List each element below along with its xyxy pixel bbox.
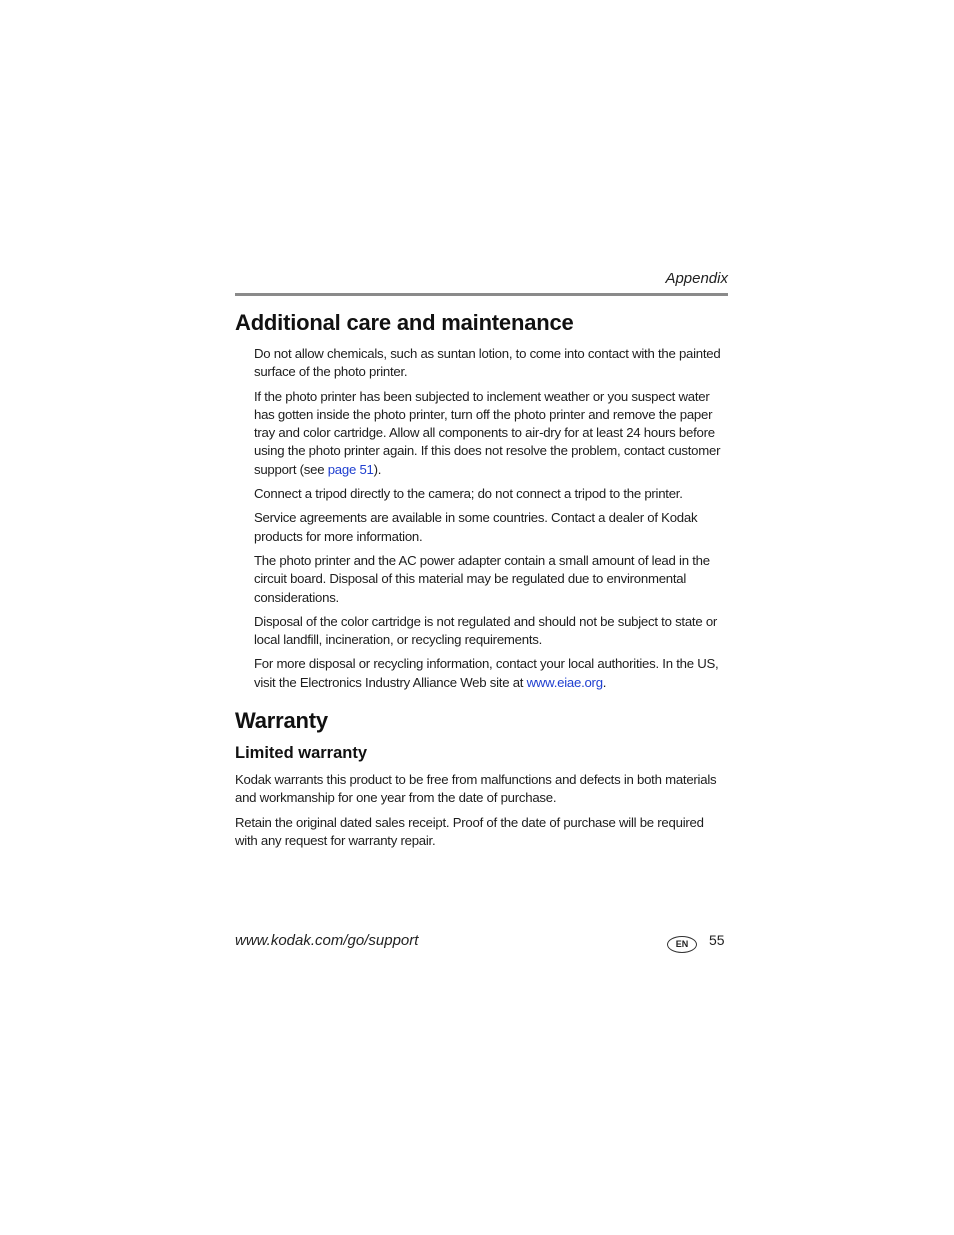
paragraph-text: ).	[373, 461, 382, 477]
header-rule	[235, 293, 728, 296]
subsection-title-limited-warranty: Limited warranty	[235, 744, 368, 763]
care-paragraph-recycling	[254, 655, 728, 692]
paragraph-text: For more disposal or recycling information, contact your local authorities. In the US, visit the Electronics Industry Alliance Web site at	[254, 656, 719, 690]
section-title-warranty: Warranty	[235, 708, 328, 734]
warranty-paragraph-coverage: Kodak warrants this product to be free from malfunctions and defects in both materials and workmanship for one year from the date of purchase.	[235, 772, 717, 806]
footer-support-url[interactable]: www.kodak.com/go/support	[235, 932, 419, 949]
eiae-link[interactable]: www.eiae.org	[526, 674, 603, 690]
running-head: Appendix	[665, 270, 728, 287]
page-content	[235, 308, 728, 850]
section-title-care: Additional care and maintenance	[235, 310, 574, 335]
paragraph-text: If the photo printer has been subjected to inclement weather or you suspect water has gotten inside the photo printer, turn off the photo printer and remove the paper tray and color cartridge. Allow all components to air-dry for at least 24 hours before using the photo printer again. If this does not resolve the problem, contact customer support (see	[254, 388, 721, 477]
care-paragraph-lead: The photo printer and the AC power adapter contain a small amount of lead in the circuit board. Disposal of this material may be regulated due to environmental considerations.	[254, 552, 710, 605]
care-paragraph-chemicals: Do not allow chemicals, such as suntan lotion, to come into contact with the painted surface of the photo printer.	[254, 346, 721, 380]
care-paragraph-weather	[254, 388, 728, 479]
warranty-paragraph-receipt: Retain the original dated sales receipt. Proof of the date of purchase will be required with any request for warranty repair.	[235, 814, 704, 848]
language-badge: EN	[667, 936, 697, 953]
care-paragraphs	[235, 345, 728, 692]
page-number: 55	[709, 932, 725, 948]
page-51-link[interactable]: page 51	[327, 461, 374, 477]
paragraph-text: .	[602, 674, 607, 690]
care-paragraph-service: Service agreements are available in some countries. Contact a dealer of Kodak products for more information.	[254, 510, 698, 544]
care-paragraph-tripod: Connect a tripod directly to the camera; do not connect a tripod to the printer.	[254, 486, 683, 502]
care-paragraph-cartridge: Disposal of the color cartridge is not regulated and should not be subject to state or local landfill, incineration, or recycling requirements.	[254, 613, 718, 648]
